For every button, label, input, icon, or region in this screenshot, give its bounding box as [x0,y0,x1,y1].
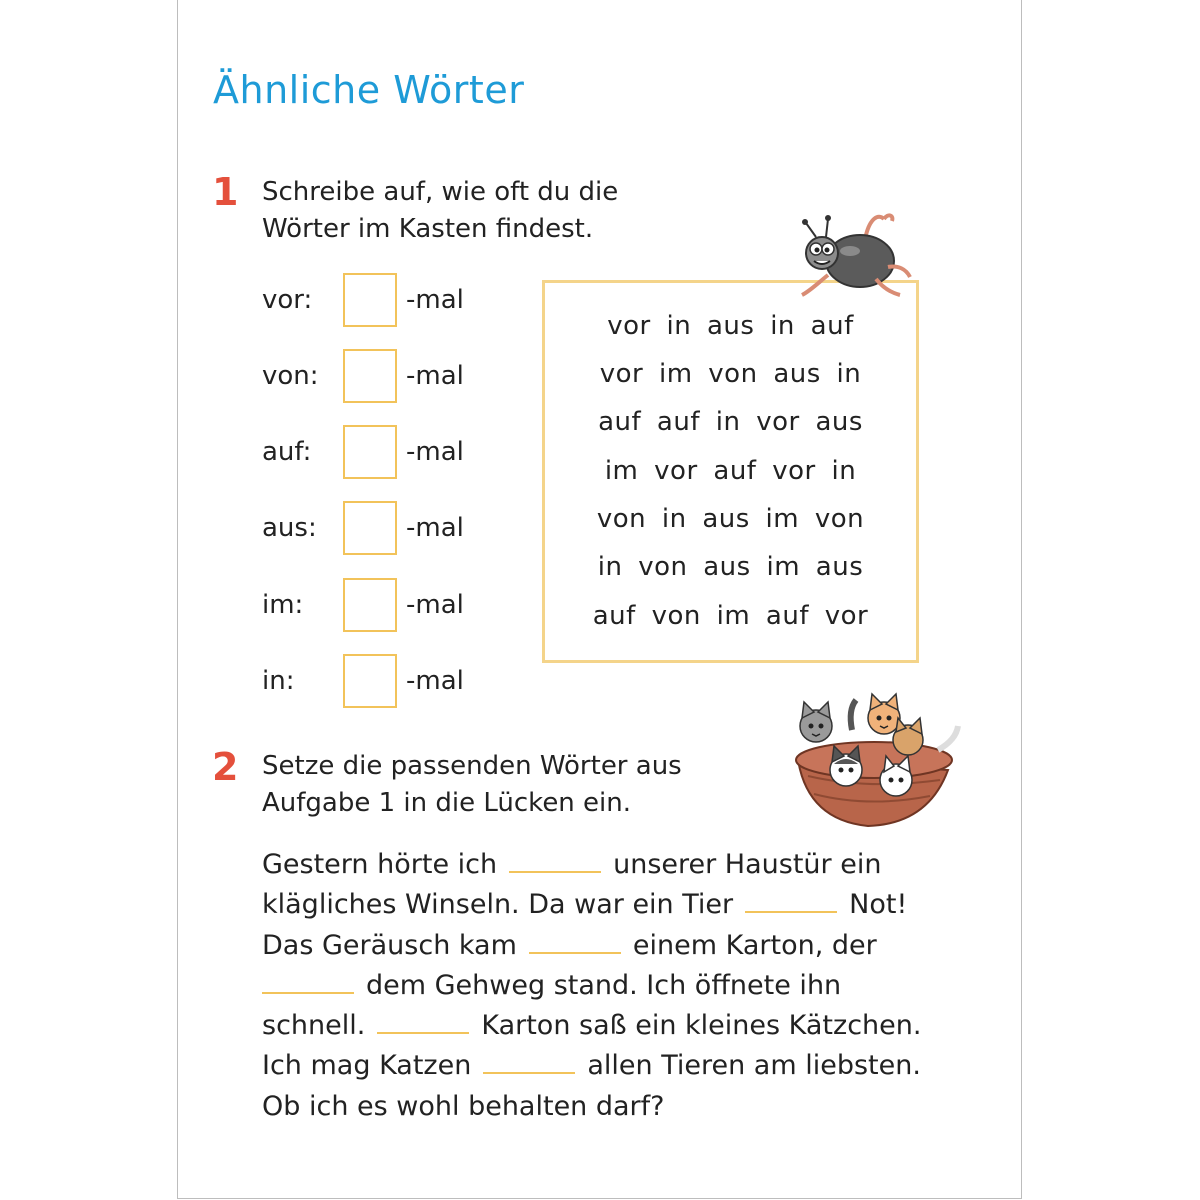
count-row-von [262,349,502,405]
story-text-before: klägliches Winseln. Da war ein Tier [262,889,734,921]
story-line [262,1046,962,1086]
count-label: aus: [262,513,317,543]
kittens-basket-illustration [788,690,963,830]
story-text-before: Ich mag Katzen [262,1050,472,1082]
word-box-line: von in aus im von [596,504,865,534]
story-text-before: Gestern hörte ich [262,849,498,880]
story-text-before: Das Geräusch kam [262,929,517,961]
story-text-before: schnell. [262,1010,366,1042]
story-line [262,926,962,966]
word-box-line: vor im von aus in [599,359,862,389]
count-label: in: [262,666,295,696]
bug-illustration [788,205,928,305]
blank-gap[interactable] [483,1048,575,1074]
count-row-in [262,654,502,710]
count-suffix: -mal [406,437,464,467]
story-line [262,966,962,1006]
story-line [262,1087,962,1127]
word-box-line: im vor auf vor in [604,456,857,486]
task-1-instructions [262,174,618,248]
task-2-number: 2 [212,745,239,789]
count-row-vor [262,273,502,329]
story-line [262,845,962,885]
count-label: von: [262,361,319,391]
count-input-box[interactable] [343,501,397,555]
blank-gap[interactable] [377,1008,469,1034]
count-suffix: -mal [406,285,464,315]
count-input-box[interactable] [343,578,397,632]
count-input-box[interactable] [343,425,397,479]
page-title: Ähnliche Wörter [213,68,525,112]
story-text-after: allen Tieren am liebsten. [587,1050,921,1082]
task-1-number: 1 [212,170,239,214]
count-input-box[interactable] [343,349,397,403]
task-2-instruction-line: Aufgabe 1 in die Lücken ein. [262,788,632,818]
count-label: auf: [262,437,312,467]
count-label: im: [262,590,304,620]
task-2-instructions [262,748,682,822]
word-box-line: auf von im auf vor [592,601,869,631]
count-row-im [262,578,502,634]
blank-gap[interactable] [509,847,601,873]
story-text-after: dem Gehweg stand. Ich öffnete ihn [366,969,842,1001]
count-suffix: -mal [406,361,464,391]
count-label: vor: [262,285,313,315]
story-text-after: Not! [849,889,908,921]
blank-gap[interactable] [262,968,354,994]
story-text-before: Ob ich es wohl behalten darf? [262,1090,665,1122]
story-line [262,1006,962,1046]
task-1-instruction-line: Schreibe auf, wie oft du die [262,177,619,207]
word-box-line: auf auf in vor aus [598,407,863,437]
count-row-aus [262,501,502,557]
word-box-line: in von aus im aus [597,552,864,582]
task-1-instruction-line: Wörter im Kasten findest. [262,214,594,244]
blank-gap[interactable] [529,928,621,954]
blank-gap[interactable] [745,887,837,913]
story-text-after: unserer Haustür ein [613,849,882,880]
story-line [262,885,962,925]
story-text-after: Karton saß ein kleines Kätzchen. [481,1010,922,1042]
story-text [262,845,962,1127]
count-suffix: -mal [406,513,464,543]
count-input-box[interactable] [343,654,397,708]
count-input-box[interactable] [343,273,397,327]
count-row-auf [262,425,502,481]
word-box-line: vor in aus in auf [607,311,854,341]
count-suffix: -mal [406,666,464,696]
task-2-instruction-line: Setze die passenden Wörter aus [262,751,682,781]
story-text-after: einem Karton, der [632,929,877,961]
count-suffix: -mal [406,590,464,620]
word-box [542,280,919,663]
